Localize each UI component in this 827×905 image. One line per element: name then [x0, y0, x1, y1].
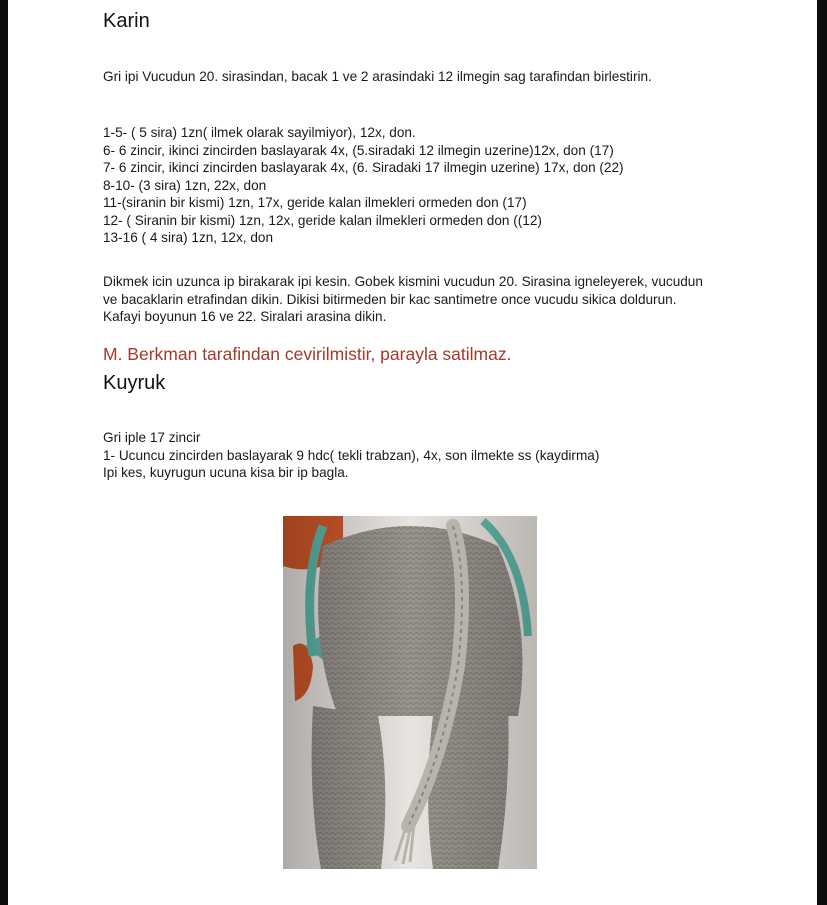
pattern-row: 8-10- (3 sira) 1zn, 22x, don — [103, 177, 267, 193]
crochet-tail-photo — [283, 516, 537, 869]
document-page — [8, 0, 817, 905]
pattern-row: 7- 6 zincir, ikinci zincirden baslayarak 4x, (6. Siradaki 17 ilmegin uzerine) 17x, don (22) — [103, 160, 624, 175]
karin-rows — [103, 124, 743, 247]
pattern-row: 1-5- ( 5 sira) 1zn( ilmek olarak sayilmiyor), 12x, don. — [103, 125, 416, 140]
pattern-line: 1- Ucuncu zincirden baslayarak 9 hdc( tekli trabzan), 4x, son ilmekte ss (kaydirma) — [103, 447, 600, 463]
translator-credit: M. Berkman tarafindan cevirilmistir, parayla satilmaz. — [103, 344, 512, 364]
karin-finish-text: Dikmek icin uzunca ip birakarak ipi kesin. Gobek kismini vucudun 20. Sirasina igneleyerek, vucudun ve bacaklarin etrafindan dikin. Dikisi bitirmeden bir kac santimetre once vucudu sikica doldurun. Kafayi boyunun 16 ve 22. Siralari arasina dikin. — [103, 274, 703, 324]
karin-intro — [103, 68, 703, 86]
section-title-kuyruk: Kuyruk — [103, 372, 166, 394]
kuyruk-lines — [103, 429, 743, 482]
karin-finish — [103, 273, 703, 326]
pattern-row: 11-(siranin bir kismi) 1zn, 17x, geride kalan ilmekleri ormeden don (17) — [103, 195, 527, 210]
karin-intro-text: Gri ipi Vucudun 20. sirasindan, bacak 1 ve 2 arasindaki 12 ilmegin sag tarafindan birlestirin. — [103, 69, 652, 84]
pattern-row: 13-16 ( 4 sira) 1zn, 12x, don — [103, 230, 274, 245]
pattern-row: 12- ( Siranin bir kismi) 1zn, 12x, geride kalan ilmekleri ormeden don ((12) — [103, 212, 542, 228]
pattern-line: Ipi kes, kuyrugun ucuna kisa bir ip bagla. — [103, 465, 349, 480]
pattern-row: 6- 6 zincir, ikinci zincirden baslayarak 4x, (5.siradaki 12 ilmegin uzerine)12x, don (17) — [103, 142, 614, 158]
pattern-line: Gri iple 17 zincir — [103, 430, 201, 445]
section-title-karin: Karin — [103, 10, 150, 32]
